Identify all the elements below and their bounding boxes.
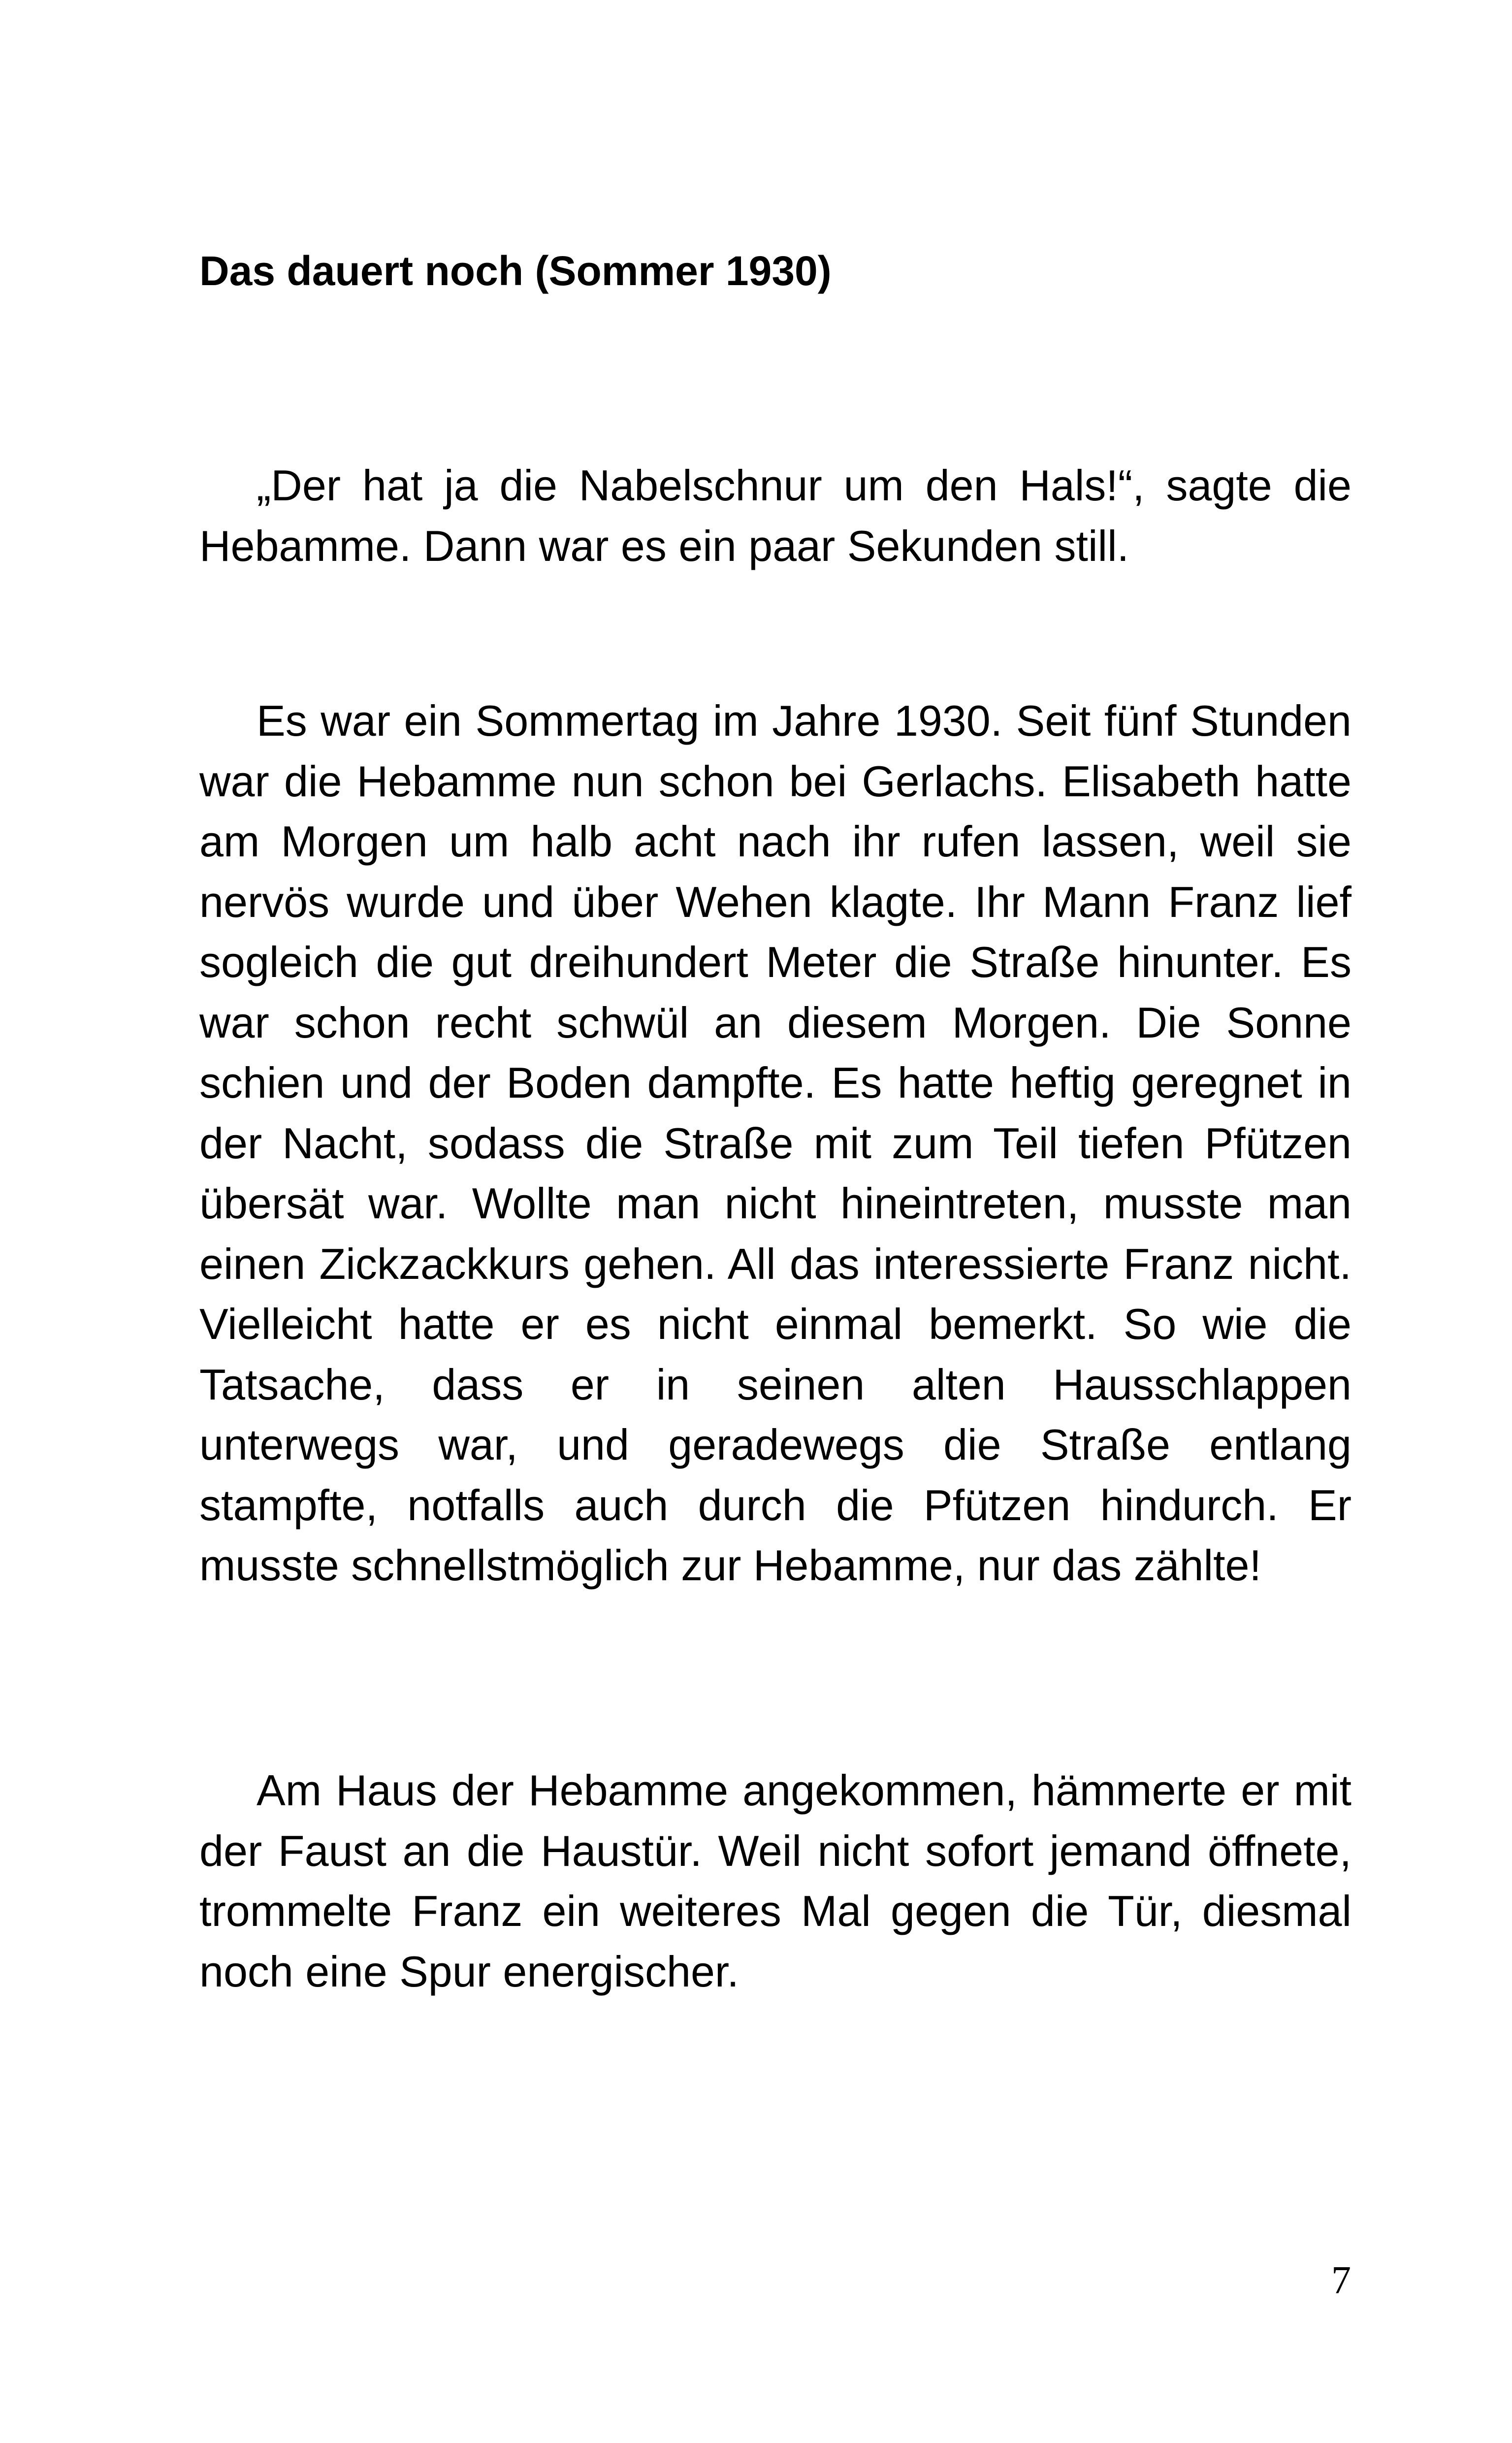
paragraph-2: Es war ein Sommertag im Jahre 1930. Seit fünf Stunden war die Hebamme nun schon bei Gerlachs. Elisabeth hatte am Morgen um halb acht nach ihr rufen lassen, weil sie nervös wurde und über Wehen klagte. Ihr Mann Franz lief sogleich die gut dreihundert Meter die Straße hinunter. Es war schon recht schwül an diesem Morgen. Die Sonne schien und der Boden dampfte. Es hatte heftig geregnet in der Nacht, sodass die Straße mit zum Teil tiefen Pfützen übersät war. Wollte man nicht hineintreten, musste man einen Zickzackkurs gehen. All das interessierte Franz nicht. Vielleicht hatte er es nicht einmal bemerkt. So wie die Tatsache, dass er in seinen alten Hausschlappen unterwegs war, und geradewegs die Straße entlang stampfte, notfalls auch durch die Pfützen hindurch. Er musste schnellstmöglich zur Hebamme, nur das zählte! — [199, 696, 1351, 1590]
paragraph-1: „Der hat ja die Nabelschnur um den Hals!“, sagte die Hebamme. Dann war es ein paar Sekunden still. — [199, 461, 1351, 570]
page-number: 7 — [1331, 2259, 1351, 2302]
paragraph-3: Am Haus der Hebamme angekommen, hämmerte er mit der Faust an die Haustür. Weil nicht sofort jemand öffnete, trommelte Franz ein weiteres Mal gegen die Tür, diesmal noch eine Spur energischer. — [199, 1766, 1351, 1996]
chapter-title: Das dauert noch (Sommer 1930) — [199, 248, 832, 294]
